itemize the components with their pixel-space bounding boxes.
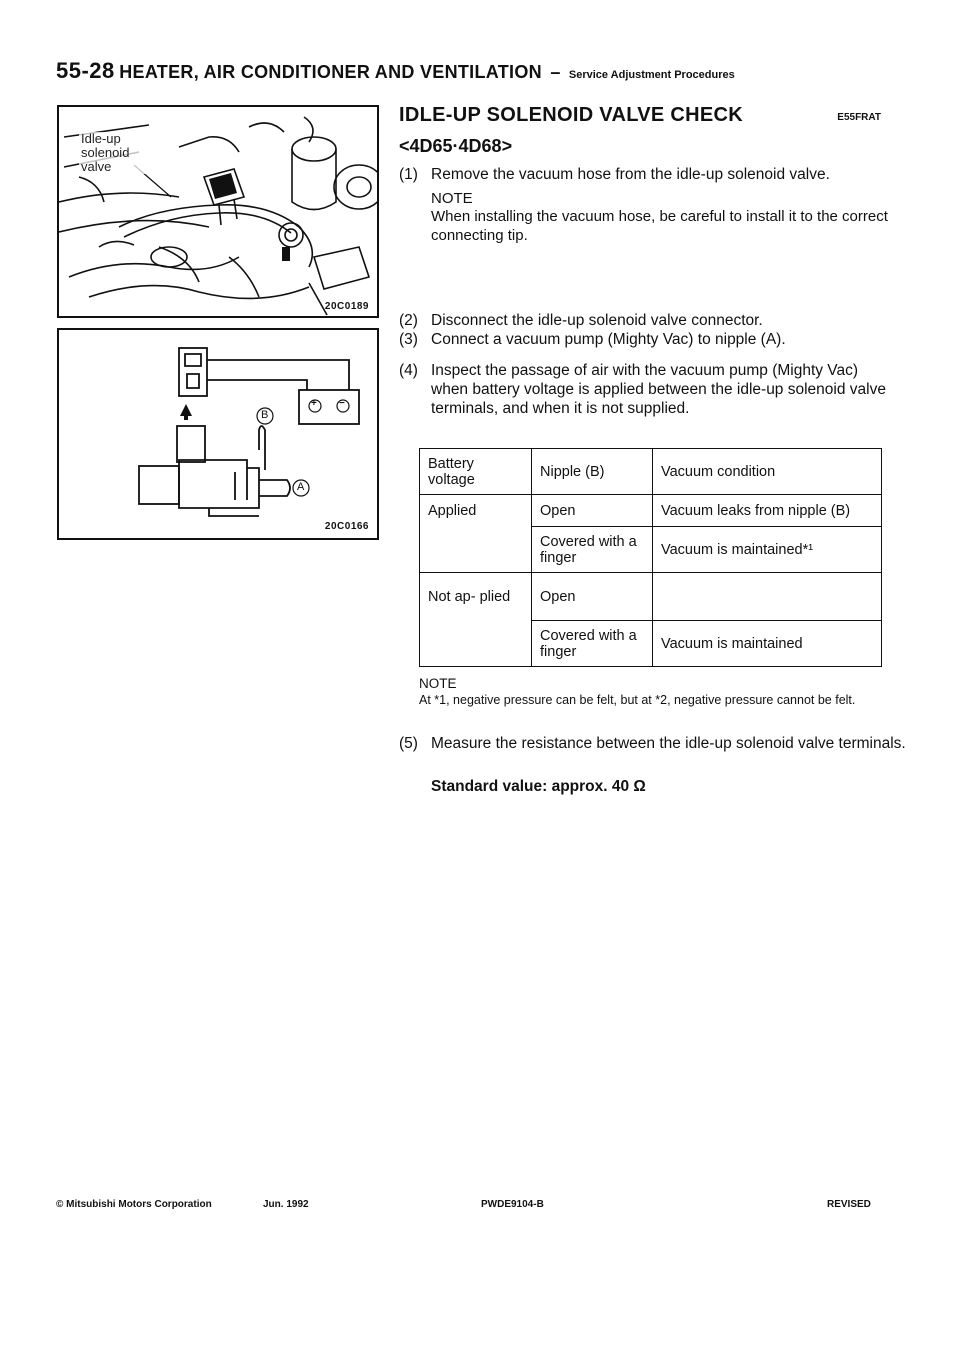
procedure-title: IDLE-UP SOLENOID VALVE CHECK bbox=[399, 104, 743, 126]
engine-models: <4D65·4D68> bbox=[399, 136, 513, 156]
standard-value: Standard value: approx. 40 Ω bbox=[431, 778, 646, 795]
step-5-number: (5) bbox=[399, 735, 418, 752]
note-2-heading: NOTE bbox=[419, 676, 457, 691]
step-4 bbox=[399, 361, 889, 418]
step-5-text: Measure the resistance between the idle-up solenoid valve terminals. bbox=[431, 735, 906, 752]
header-dash: – bbox=[550, 62, 561, 82]
step-4-text: Inspect the passage of air with the vacuum pump (Mighty Vac) when battery voltage is applied between the idle-up solenoid valve terminals, and when it is not supplied. bbox=[431, 362, 886, 417]
idle-up-solenoid-valve-label: Idle-up solenoid valve bbox=[79, 132, 155, 174]
table-cell: Covered with a finger bbox=[532, 621, 653, 667]
solenoid-battery-schematic bbox=[59, 330, 377, 538]
figure2-code: 20C0166 bbox=[324, 521, 369, 532]
table-cell: Open bbox=[532, 495, 653, 527]
table-cell bbox=[653, 573, 882, 621]
vacuum-test-table bbox=[419, 448, 882, 667]
table-row bbox=[420, 495, 882, 527]
page-number: 55-28 bbox=[56, 58, 115, 83]
footer-doc-code: PWDE9104-B bbox=[481, 1199, 544, 1210]
table-cell: Vacuum is maintained*¹ bbox=[653, 527, 882, 573]
engine-bay-figure bbox=[57, 105, 379, 318]
table-cell: Vacuum is maintained bbox=[653, 621, 882, 667]
note-1-heading: NOTE bbox=[431, 190, 473, 207]
subsection-title: Service Adjustment Procedures bbox=[568, 69, 735, 81]
step-1 bbox=[399, 165, 889, 184]
footer-copyright: © Mitsubishi Motors Corporation bbox=[56, 1199, 212, 1210]
table-row bbox=[420, 621, 882, 667]
step-4-number: (4) bbox=[399, 362, 418, 379]
table-header-cell: Vacuum condition bbox=[653, 449, 882, 495]
table-header-cell: Nipple (B) bbox=[532, 449, 653, 495]
step-2-number: (2) bbox=[399, 312, 418, 329]
battery-minus-terminal: − bbox=[339, 398, 345, 409]
table-row bbox=[420, 527, 882, 573]
page-header bbox=[56, 58, 735, 84]
table-row bbox=[420, 573, 882, 621]
table-cell: Applied bbox=[420, 495, 532, 527]
figure1-code: 20C0189 bbox=[324, 301, 369, 312]
section-title: HEATER, AIR CONDITIONER AND VENTILATION bbox=[119, 62, 542, 82]
table-header-row bbox=[420, 449, 882, 495]
note-2-text: At *1, negative pressure can be felt, but at *2, negative pressure cannot be felt. bbox=[419, 693, 856, 707]
marker-a: A bbox=[297, 481, 305, 493]
step-1-number: (1) bbox=[399, 166, 418, 183]
step-3-text: Connect a vacuum pump (Mighty Vac) to nipple (A). bbox=[431, 331, 786, 348]
marker-b: B bbox=[261, 409, 269, 421]
table-cell: Open bbox=[532, 573, 653, 621]
procedure-section bbox=[399, 104, 889, 418]
table-cell: Vacuum leaks from nipple (B) bbox=[653, 495, 882, 527]
procedure-code: E55FRAT bbox=[837, 112, 881, 123]
table-cell: Not ap- plied bbox=[420, 573, 532, 621]
step-3-number: (3) bbox=[399, 331, 418, 348]
note-2 bbox=[419, 676, 889, 708]
note-1-text: When installing the vacuum hose, be careful to install it to the correct connecting tip. bbox=[431, 208, 888, 244]
battery-plus-terminal: + bbox=[311, 398, 317, 409]
footer-date: Jun. 1992 bbox=[263, 1199, 309, 1210]
schematic-figure bbox=[57, 328, 379, 540]
table-header-cell: Battery voltage bbox=[420, 449, 532, 495]
footer-status: REVISED bbox=[827, 1199, 871, 1210]
step-3 bbox=[399, 330, 889, 349]
step-2 bbox=[399, 311, 889, 330]
step-5 bbox=[399, 734, 921, 753]
table-cell: Covered with a finger bbox=[532, 527, 653, 573]
step-2-text: Disconnect the idle-up solenoid valve connector. bbox=[431, 312, 763, 329]
step-1-text: Remove the vacuum hose from the idle-up solenoid valve. bbox=[431, 166, 830, 183]
table-cell bbox=[420, 621, 532, 667]
table-cell bbox=[420, 527, 532, 573]
